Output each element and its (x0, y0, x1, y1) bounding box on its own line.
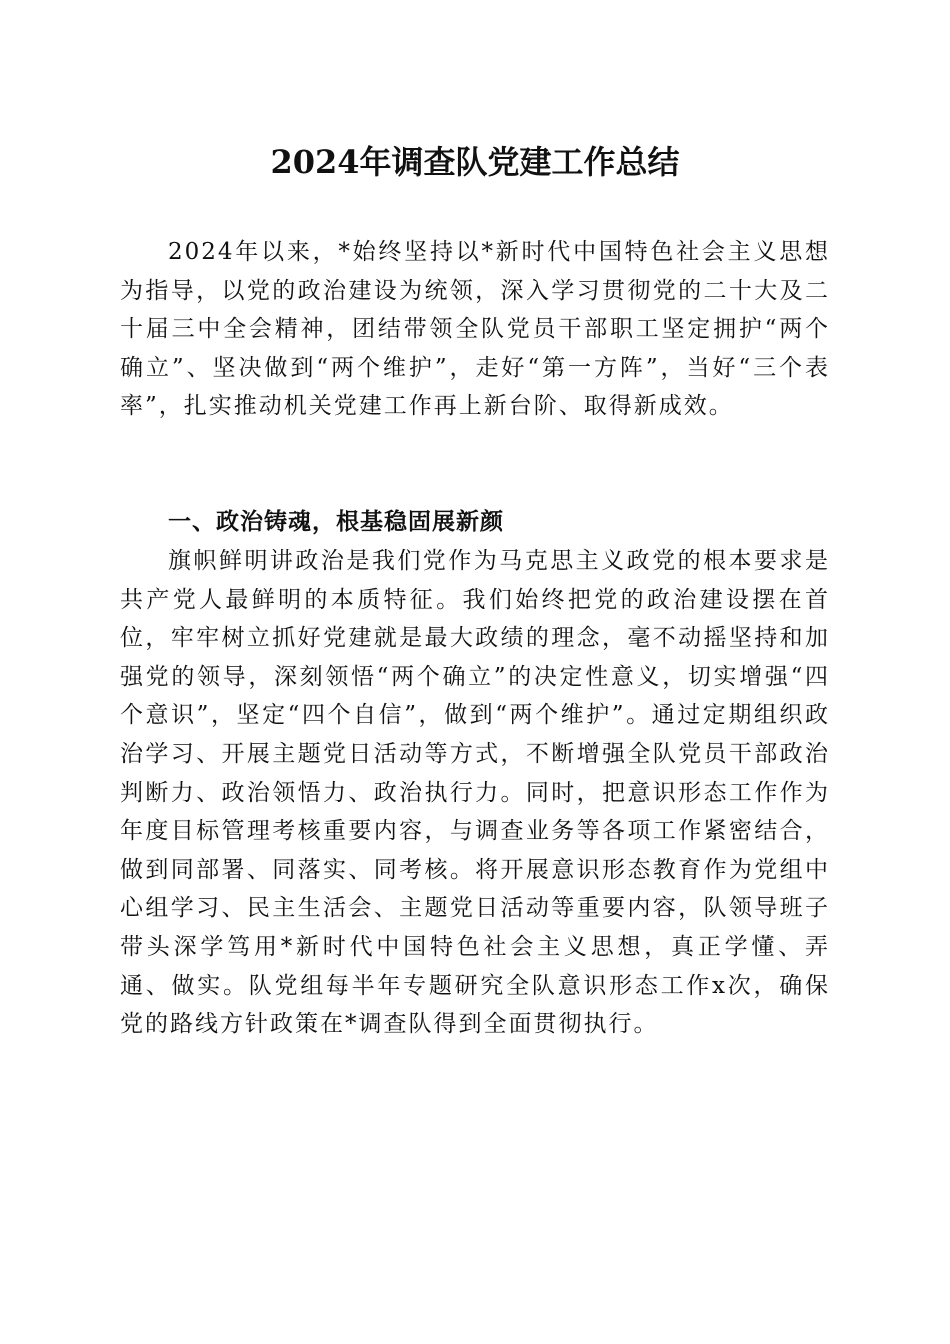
section-heading: 一、政治铸魂，根基稳固展新颜 (168, 509, 504, 535)
document-title: 2024年调查队党建工作总结 (270, 143, 680, 181)
intro-paragraph: 2024年以来，*始终坚持以*新时代中国特色社会主义思想为指导，以党的政治建设为统领，深入学习贯彻党的二十大及二十届三中全会精神，团结带领全队党员干部职工坚定拥护“两个确立”、坚决做到“两个维护”，走好“第一方阵”，当好“三个表率”，扎实推动机关党建工作再上新台阶、取得新成效。 (120, 239, 830, 420)
section-body-paragraph: 旗帜鲜明讲政治是我们党作为马克思主义政党的根本要求是共产党人最鲜明的本质特征。我们始终把党的政治建设摆在首位，牢牢树立抓好党建就是最大政绩的理念，毫不动摇坚持和加强党的领导，深刻领悟“两个确立”的决定性意义，切实增强“四个意识”，坚定“四个自信”，做到“两个维护”。通过定期组织政治学习、开展主题党日活动等方式，不断增强全队党员干部政治判断力、政治领悟力、政治执行力。同时，把意识形态工作作为年度目标管理考核重要内容，与调查业务等各项工作紧密结合，做到同部署、同落实、同考核。将开展意识形态教育作为党组中心组学习、民主生活会、主题党日活动等重要内容，队领导班子带头深学笃用*新时代中国特色社会主义思想，真正学懂、弄通、做实。队党组每半年专题研究全队意识形态工作x次，确保党的路线方针政策在*调查队得到全面贯彻执行。 (120, 548, 830, 1038)
